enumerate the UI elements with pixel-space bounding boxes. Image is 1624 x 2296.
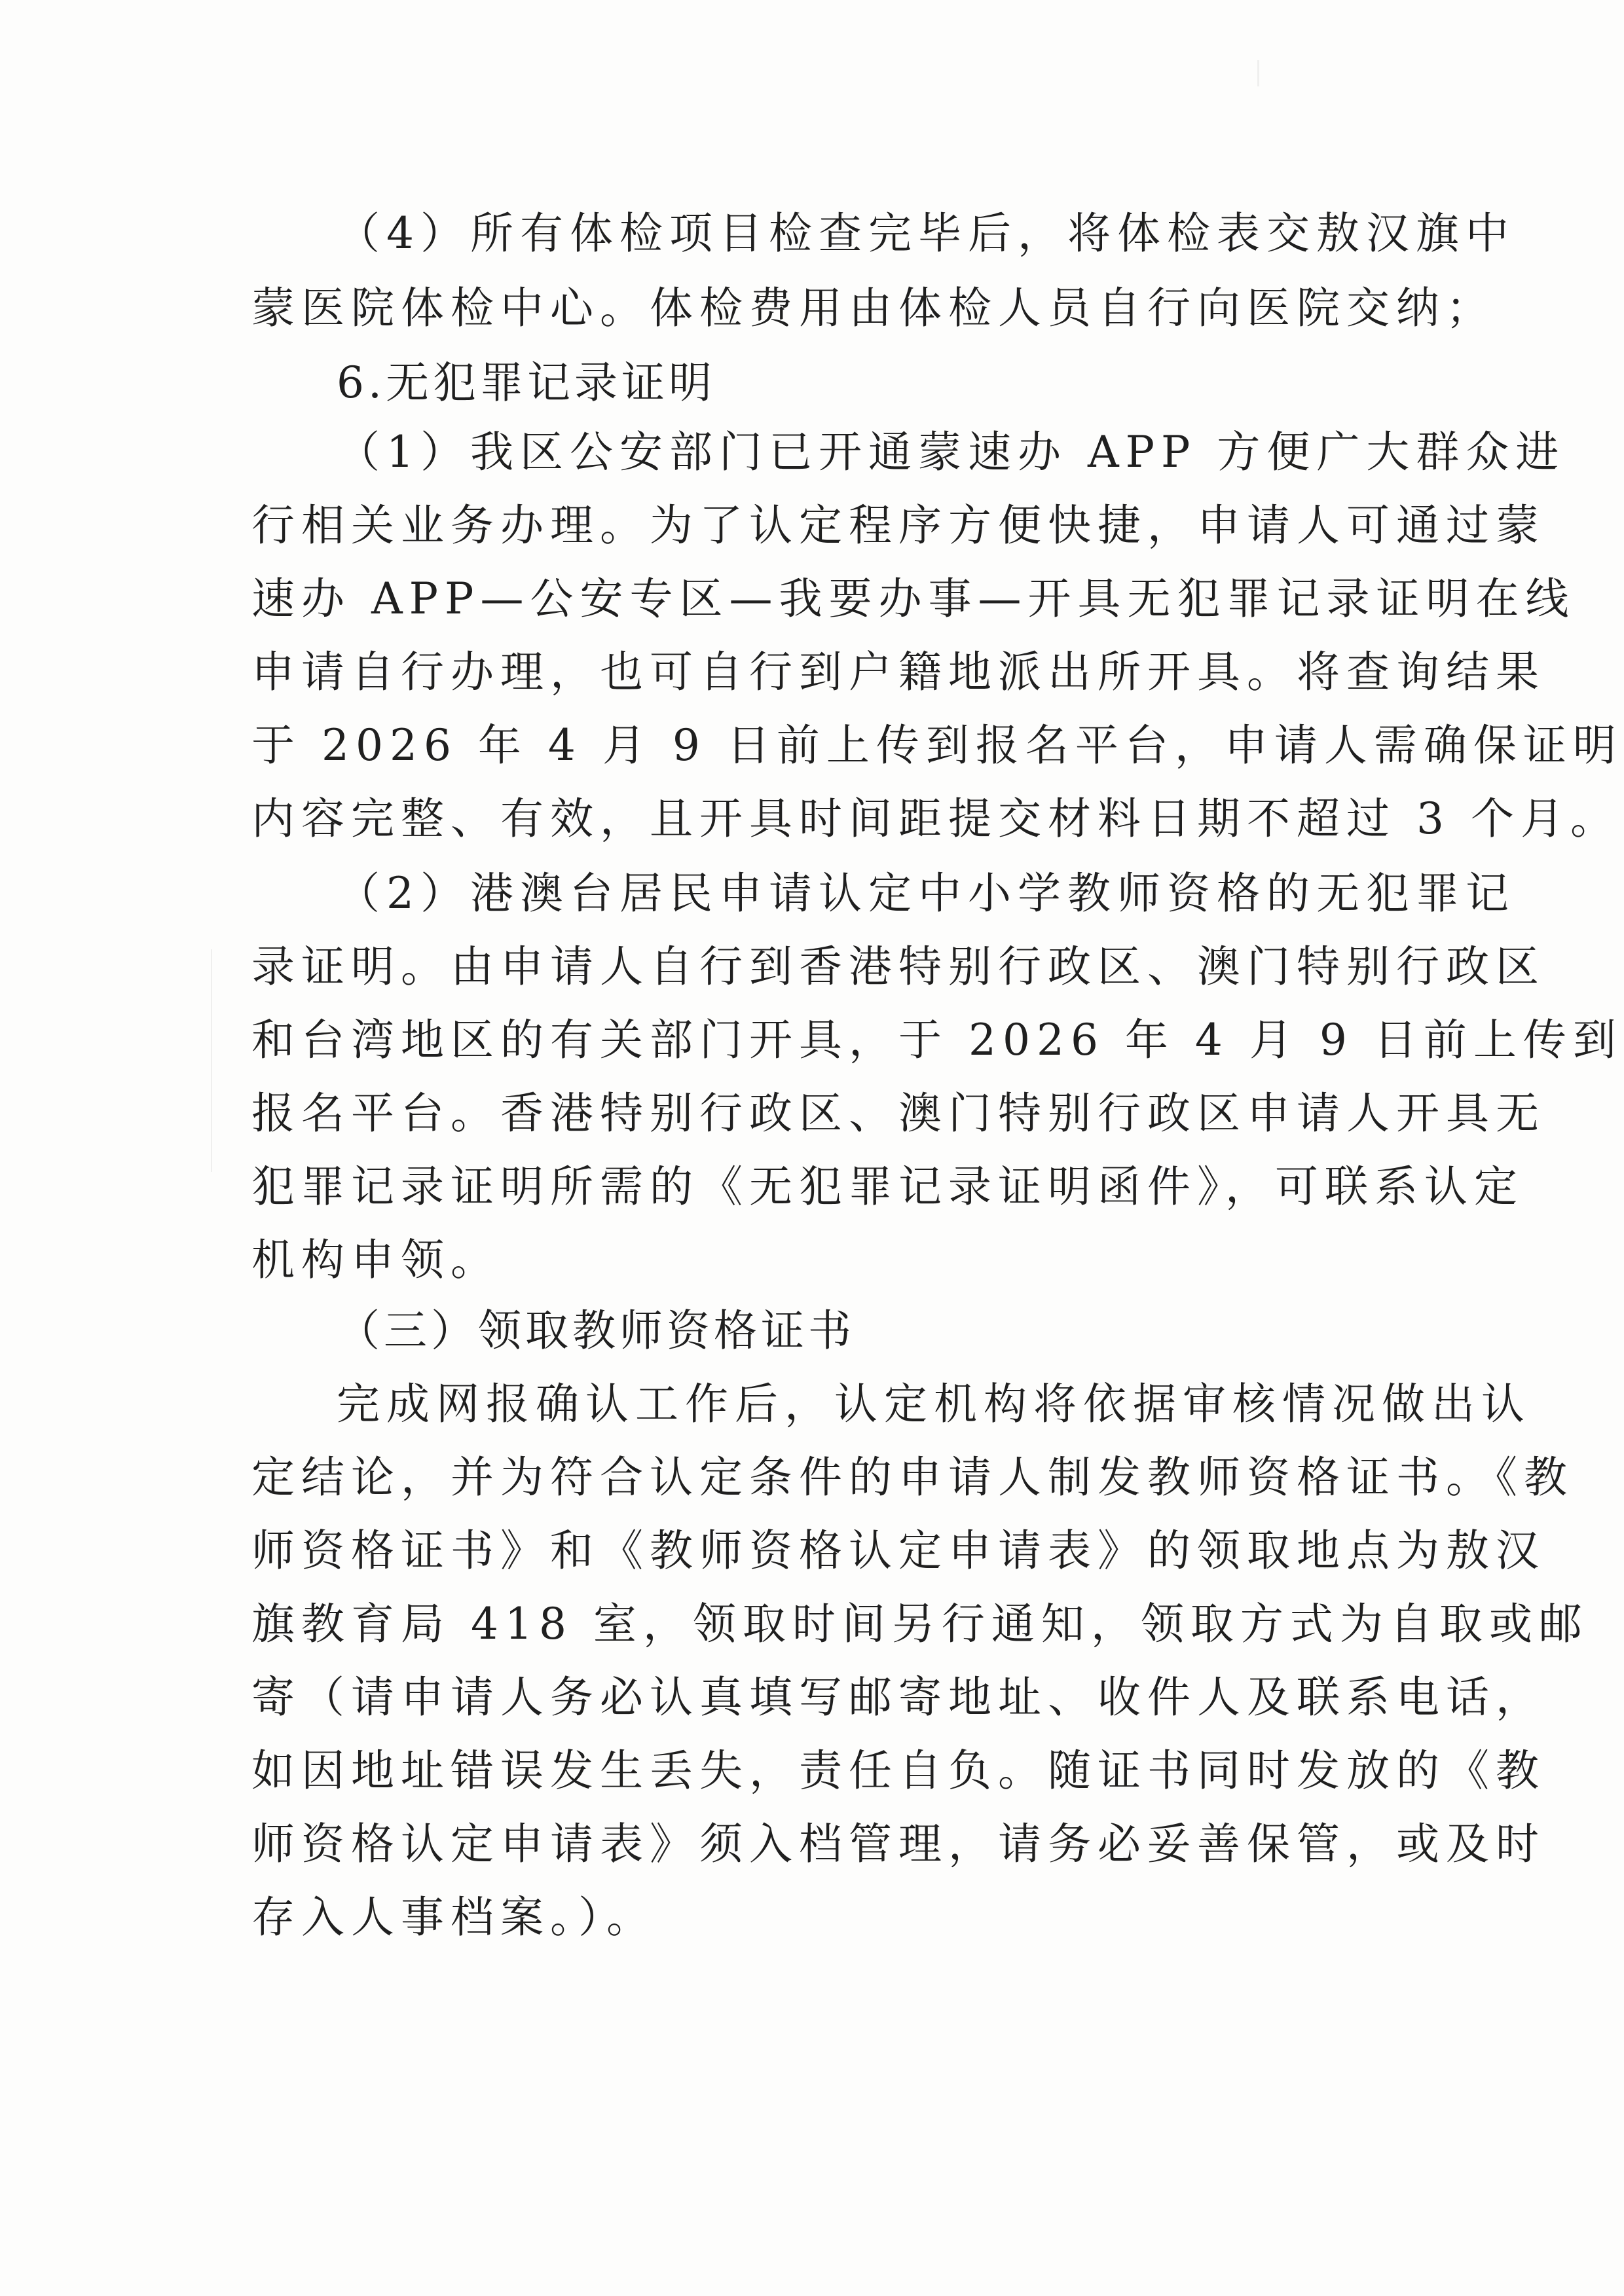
text-line: 机构申领。: [251, 1235, 500, 1285]
text-line: 于 2026 年 4 月 9 日前上传到报名平台，申请人需确保证明: [251, 720, 1623, 771]
text-line: 旗教育局 418 室，领取时间另行通知，领取方式为自取或邮: [251, 1599, 1589, 1649]
text-line: 录证明。由申请人自行到香港特别行政区、澳门特别行政区: [251, 941, 1545, 992]
text-line: 寄（请申请人务必认真填写邮寄地址、收件人及联系电话，: [251, 1672, 1545, 1722]
text-line: 定结论，并为符合认定条件的申请人制发教师资格证书。《教: [251, 1452, 1574, 1503]
text-line: 如因地址错误发生丢失，责任自负。随证书同时发放的《教: [251, 1745, 1545, 1796]
text-line: 蒙医院体检中心。体检费用由体检人员自行向医院交纳；: [251, 283, 1496, 333]
section-heading: （三）领取教师资格证书: [337, 1305, 855, 1356]
scan-artifact: [1257, 60, 1259, 86]
text-line: 完成网报确认工作后，认定机构将依据审核情况做出认: [337, 1379, 1531, 1429]
text-line: 申请自行办理，也可自行到户籍地派出所开具。将查询结果: [251, 647, 1545, 697]
text-line: 师资格认定申请表》须入档管理，请务必妥善保管，或及时: [251, 1819, 1545, 1869]
text-line: 行相关业务办理。为了认定程序方便快捷，申请人可通过蒙: [251, 500, 1545, 551]
section-heading: 6.无犯罪记录证明: [337, 357, 716, 408]
scan-artifact: [211, 949, 212, 1172]
text-line: （1）我区公安部门已开通蒙速办 APP 方便广大群众进: [337, 427, 1566, 477]
text-line: 和台湾地区的有关部门开具，于 2026 年 4 月 9 日前上传到: [251, 1015, 1623, 1065]
text-line: 存入人事档案。）。: [251, 1892, 656, 1942]
text-line: 犯罪记录证明所需的《无犯罪记录证明函件》，可联系认定: [251, 1161, 1524, 1212]
text-line: （4）所有体检项目检查完毕后，将体检表交敖汉旗中: [337, 208, 1515, 259]
text-line: 师资格证书》和《教师资格认定申请表》的领取地点为敖汉: [251, 1525, 1545, 1576]
text-line: （2）港澳台居民申请认定中小学教师资格的无犯罪记: [337, 868, 1515, 919]
text-line: 速办 APP—公安专区—我要办事—开具无犯罪记录证明在线: [251, 574, 1576, 624]
text-line: 内容完整、有效，且开具时间距提交材料日期不超过 3 个月。: [251, 793, 1620, 844]
text-line: 报名平台。香港特别行政区、澳门特别行政区申请人开具无: [251, 1088, 1545, 1139]
